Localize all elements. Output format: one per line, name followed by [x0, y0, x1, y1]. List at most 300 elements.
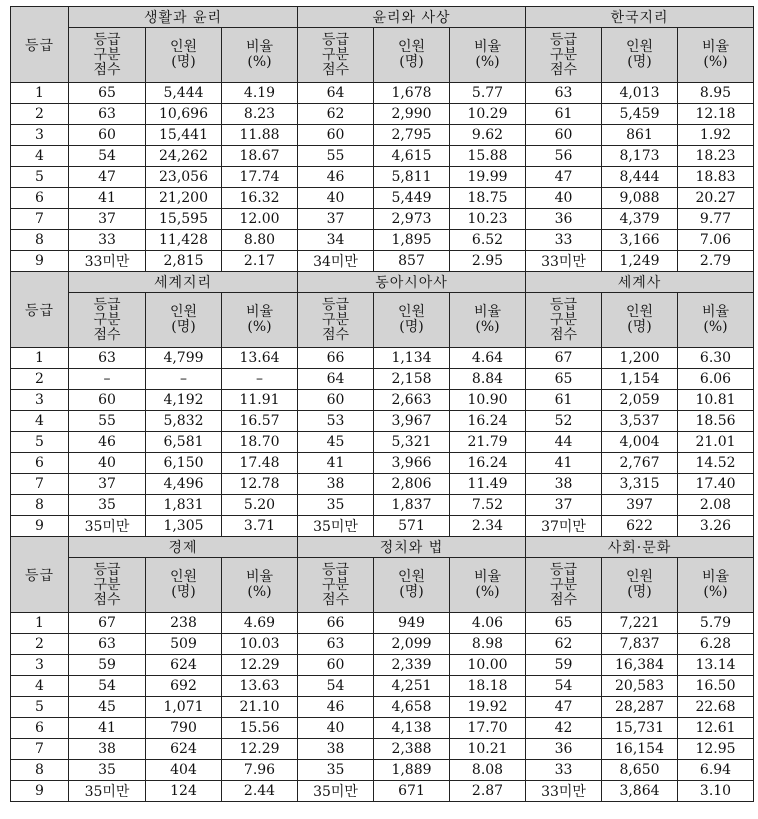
- table-row: [11, 697, 754, 718]
- people-column-header-line: (명): [171, 319, 196, 335]
- ratio-column-header: [450, 28, 526, 83]
- cutoff-score-cell: 55: [298, 146, 374, 167]
- ratio-cell: 21.01: [678, 432, 754, 453]
- cutoff-score-cell: 63: [69, 348, 146, 369]
- score-column-header-line: 점수: [549, 326, 578, 343]
- grade-cell: 4: [11, 676, 69, 697]
- grade-cell: 6: [11, 188, 69, 209]
- score-column-header-line: 점수: [321, 61, 350, 78]
- score-column-header: [298, 558, 374, 613]
- people-count-cell: 3,315: [602, 474, 678, 495]
- people-count-cell: 397: [602, 495, 678, 516]
- cutoff-score-cell: 55: [69, 411, 146, 432]
- people-column-header-line: (명): [627, 54, 652, 70]
- ratio-cell: 18.70: [222, 432, 298, 453]
- people-count-cell: 2,158: [374, 369, 450, 390]
- subject-title: 경제: [69, 537, 298, 558]
- score-column-header: [69, 28, 146, 83]
- ratio-column-header-line: 비율: [245, 569, 274, 585]
- ratio-cell: –: [222, 369, 298, 390]
- people-count-cell: 857: [374, 251, 450, 272]
- score-column-header-line: 구분: [93, 311, 121, 328]
- grade-cell: 5: [11, 167, 69, 188]
- grade-cell: 1: [11, 348, 69, 369]
- people-count-cell: 4,615: [374, 146, 450, 167]
- people-count-cell: 2,806: [374, 474, 450, 495]
- ratio-column-header-line: (%): [475, 319, 500, 335]
- cutoff-score-cell: 42: [526, 718, 602, 739]
- people-count-cell: 4,004: [602, 432, 678, 453]
- people-count-cell: 2,990: [374, 104, 450, 125]
- ratio-cell: 19.92: [450, 697, 526, 718]
- ratio-cell: 8.84: [450, 369, 526, 390]
- people-count-cell: 509: [146, 634, 222, 655]
- people-column-header-line: 인원: [397, 304, 426, 320]
- subject-title: 세계지리: [69, 272, 298, 293]
- people-count-cell: 1,305: [146, 516, 222, 537]
- cutoff-score-cell: 64: [298, 83, 374, 104]
- subject-title: 사회·문화: [526, 537, 754, 558]
- score-column-header: [526, 293, 602, 348]
- cutoff-score-cell: 36: [526, 739, 602, 760]
- score-column-header-line: 등급: [321, 31, 350, 48]
- ratio-cell: 2.95: [450, 251, 526, 272]
- people-count-cell: 1,895: [374, 230, 450, 251]
- people-count-cell: 238: [146, 613, 222, 634]
- ratio-cell: 10.21: [450, 739, 526, 760]
- score-column-header-line: 등급: [93, 561, 121, 578]
- ratio-column-header-line: (%): [703, 319, 728, 335]
- ratio-cell: 18.23: [678, 146, 754, 167]
- people-column-header-line: (명): [399, 584, 424, 600]
- cutoff-score-cell: 47: [69, 167, 146, 188]
- ratio-column-header: [678, 558, 754, 613]
- ratio-column-header-line: 비율: [473, 569, 502, 585]
- cutoff-score-cell: 40: [526, 188, 602, 209]
- people-count-cell: 11,428: [146, 230, 222, 251]
- ratio-cell: 16.24: [450, 411, 526, 432]
- cutoff-score-cell: 37: [69, 209, 146, 230]
- ratio-column-header-line: (%): [247, 54, 272, 70]
- cutoff-score-cell: 37: [69, 474, 146, 495]
- ratio-cell: 20.27: [678, 188, 754, 209]
- people-count-cell: 571: [374, 516, 450, 537]
- cutoff-score-cell: 67: [69, 613, 146, 634]
- ratio-cell: 5.77: [450, 83, 526, 104]
- grade-cell: 6: [11, 453, 69, 474]
- ratio-cell: 1.92: [678, 125, 754, 146]
- grade-cell: 5: [11, 697, 69, 718]
- cutoff-score-cell: 66: [298, 613, 374, 634]
- ratio-cell: 6.06: [678, 369, 754, 390]
- cutoff-score-cell: 35미만: [69, 516, 146, 537]
- cutoff-score-cell: 56: [526, 146, 602, 167]
- people-count-cell: 2,815: [146, 251, 222, 272]
- score-column-header-line: 등급: [321, 561, 350, 578]
- ratio-cell: 16.24: [450, 453, 526, 474]
- people-column-header: [146, 28, 222, 83]
- ratio-cell: 18.75: [450, 188, 526, 209]
- ratio-cell: 8.80: [222, 230, 298, 251]
- ratio-cell: 6.30: [678, 348, 754, 369]
- section-title-row: [11, 272, 754, 293]
- cutoff-score-cell: –: [69, 369, 146, 390]
- ratio-cell: 10.03: [222, 634, 298, 655]
- grade-cell: 7: [11, 739, 69, 760]
- table-row: [11, 432, 754, 453]
- ratio-cell: 15.56: [222, 718, 298, 739]
- people-count-cell: 404: [146, 760, 222, 781]
- ratio-cell: 2.79: [678, 251, 754, 272]
- cutoff-score-cell: 60: [298, 125, 374, 146]
- cutoff-score-cell: 33: [69, 230, 146, 251]
- people-column-header-line: (명): [171, 54, 196, 70]
- ratio-cell: 9.62: [450, 125, 526, 146]
- people-count-cell: 4,496: [146, 474, 222, 495]
- people-column-header-line: 인원: [397, 39, 426, 55]
- table-row: [11, 495, 754, 516]
- ratio-cell: 21.10: [222, 697, 298, 718]
- score-column-header-line: 등급: [321, 296, 350, 313]
- score-column-header-line: 등급: [549, 561, 578, 578]
- cutoff-score-cell: 41: [69, 718, 146, 739]
- subject-title: 생활과 윤리: [69, 7, 298, 28]
- people-count-cell: 15,595: [146, 209, 222, 230]
- people-count-cell: 21,200: [146, 188, 222, 209]
- ratio-cell: 12.18: [678, 104, 754, 125]
- people-count-cell: 1,889: [374, 760, 450, 781]
- cutoff-score-cell: 60: [69, 125, 146, 146]
- cutoff-score-cell: 54: [526, 676, 602, 697]
- cutoff-score-cell: 47: [526, 697, 602, 718]
- column-header-row: [11, 558, 754, 613]
- people-count-cell: 5,449: [374, 188, 450, 209]
- score-column-header-line: 점수: [549, 591, 578, 608]
- people-count-cell: 5,321: [374, 432, 450, 453]
- ratio-cell: 16.32: [222, 188, 298, 209]
- people-column-header-line: (명): [627, 584, 652, 600]
- table-row: [11, 390, 754, 411]
- ratio-cell: 10.81: [678, 390, 754, 411]
- ratio-cell: 17.40: [678, 474, 754, 495]
- ratio-cell: 2.17: [222, 251, 298, 272]
- people-count-cell: 4,013: [602, 83, 678, 104]
- people-column-header-line: 인원: [625, 304, 654, 320]
- ratio-cell: 4.19: [222, 83, 298, 104]
- cutoff-score-cell: 40: [298, 188, 374, 209]
- ratio-cell: 13.63: [222, 676, 298, 697]
- ratio-cell: 7.06: [678, 230, 754, 251]
- grade-cell: 8: [11, 495, 69, 516]
- subject-title: 윤리와 사상: [298, 7, 526, 28]
- score-column-header-line: 구분: [321, 311, 350, 328]
- cutoff-score-cell: 63: [526, 83, 602, 104]
- people-count-cell: 3,967: [374, 411, 450, 432]
- ratio-cell: 6.52: [450, 230, 526, 251]
- score-column-header-line: 등급: [93, 31, 121, 48]
- ratio-cell: 5.79: [678, 613, 754, 634]
- people-column-header-line: (명): [399, 54, 424, 70]
- people-column-header-line: 인원: [397, 569, 426, 585]
- table-row: [11, 188, 754, 209]
- people-count-cell: 4,138: [374, 718, 450, 739]
- people-count-cell: 124: [146, 781, 222, 802]
- cutoff-score-cell: 60: [526, 125, 602, 146]
- people-count-cell: 5,459: [602, 104, 678, 125]
- cutoff-score-cell: 59: [69, 655, 146, 676]
- ratio-cell: 10.90: [450, 390, 526, 411]
- grade-cell: 2: [11, 634, 69, 655]
- cutoff-score-cell: 45: [298, 432, 374, 453]
- ratio-cell: 18.56: [678, 411, 754, 432]
- people-count-cell: 3,537: [602, 411, 678, 432]
- ratio-cell: 16.50: [678, 676, 754, 697]
- subject-title: 한국지리: [526, 7, 754, 28]
- ratio-column-header-line: 비율: [701, 569, 730, 585]
- people-count-cell: 4,251: [374, 676, 450, 697]
- people-count-cell: 15,441: [146, 125, 222, 146]
- cutoff-score-cell: 63: [298, 634, 374, 655]
- grade-cell: 9: [11, 781, 69, 802]
- ratio-column-header-line: (%): [475, 54, 500, 70]
- people-column-header-line: 인원: [169, 569, 198, 585]
- grade-cutoff-table: [10, 6, 754, 802]
- people-count-cell: 15,731: [602, 718, 678, 739]
- grade-cell: 6: [11, 718, 69, 739]
- cutoff-score-cell: 67: [526, 348, 602, 369]
- people-count-cell: 4,799: [146, 348, 222, 369]
- grade-column-header: 등급: [11, 272, 69, 348]
- cutoff-score-cell: 64: [298, 369, 374, 390]
- column-header-row: [11, 28, 754, 83]
- grade-cell: 7: [11, 209, 69, 230]
- people-count-cell: 692: [146, 676, 222, 697]
- grade-cell: 3: [11, 390, 69, 411]
- ratio-cell: 10.23: [450, 209, 526, 230]
- table-row: [11, 209, 754, 230]
- cutoff-score-cell: 63: [69, 104, 146, 125]
- cutoff-score-cell: 41: [298, 453, 374, 474]
- ratio-cell: 17.74: [222, 167, 298, 188]
- grade-cell: 9: [11, 251, 69, 272]
- people-count-cell: 6,581: [146, 432, 222, 453]
- cutoff-score-cell: 34: [298, 230, 374, 251]
- ratio-cell: 2.87: [450, 781, 526, 802]
- cutoff-score-cell: 66: [298, 348, 374, 369]
- cutoff-score-cell: 46: [69, 432, 146, 453]
- cutoff-score-cell: 37미만: [526, 516, 602, 537]
- cutoff-score-cell: 59: [526, 655, 602, 676]
- cutoff-score-cell: 46: [298, 167, 374, 188]
- grade-cell: 1: [11, 83, 69, 104]
- score-column-header-line: 구분: [321, 576, 350, 593]
- people-count-cell: 1,200: [602, 348, 678, 369]
- ratio-cell: 11.49: [450, 474, 526, 495]
- people-count-cell: 624: [146, 655, 222, 676]
- table-row: [11, 718, 754, 739]
- cutoff-score-cell: 35미만: [69, 781, 146, 802]
- people-count-cell: –: [146, 369, 222, 390]
- people-count-cell: 3,166: [602, 230, 678, 251]
- people-count-cell: 2,663: [374, 390, 450, 411]
- people-count-cell: 2,339: [374, 655, 450, 676]
- cutoff-score-cell: 34미만: [298, 251, 374, 272]
- cutoff-score-cell: 41: [526, 453, 602, 474]
- people-count-cell: 28,287: [602, 697, 678, 718]
- people-count-cell: 8,444: [602, 167, 678, 188]
- subject-title: 정치와 법: [298, 537, 526, 558]
- ratio-cell: 12.29: [222, 739, 298, 760]
- cutoff-score-cell: 35미만: [298, 781, 374, 802]
- grade-column-header: 등급: [11, 7, 69, 83]
- people-count-cell: 790: [146, 718, 222, 739]
- people-count-cell: 2,059: [602, 390, 678, 411]
- people-count-cell: 2,973: [374, 209, 450, 230]
- score-column-header-line: 구분: [93, 46, 121, 63]
- table-row: [11, 125, 754, 146]
- people-count-cell: 3,864: [602, 781, 678, 802]
- people-count-cell: 2,099: [374, 634, 450, 655]
- cutoff-score-cell: 54: [69, 146, 146, 167]
- people-count-cell: 1,071: [146, 697, 222, 718]
- cutoff-score-cell: 37: [298, 209, 374, 230]
- score-column-header: [69, 558, 146, 613]
- people-count-cell: 7,221: [602, 613, 678, 634]
- table-row: [11, 760, 754, 781]
- table-row: [11, 739, 754, 760]
- grade-cell: 4: [11, 146, 69, 167]
- score-column-header-line: 등급: [549, 31, 578, 48]
- score-column-header-line: 등급: [93, 296, 121, 313]
- table-row: [11, 251, 754, 272]
- ratio-cell: 7.52: [450, 495, 526, 516]
- ratio-cell: 12.00: [222, 209, 298, 230]
- ratio-cell: 21.79: [450, 432, 526, 453]
- ratio-cell: 4.64: [450, 348, 526, 369]
- score-column-header-line: 점수: [93, 326, 121, 343]
- table-row: [11, 516, 754, 537]
- people-count-cell: 624: [146, 739, 222, 760]
- ratio-column-header-line: 비율: [245, 304, 274, 320]
- people-column-header: [374, 28, 450, 83]
- people-column-header-line: (명): [399, 319, 424, 335]
- score-column-header-line: 점수: [93, 61, 121, 78]
- people-column-header: [602, 293, 678, 348]
- ratio-column-header: [678, 293, 754, 348]
- cutoff-score-cell: 38: [526, 474, 602, 495]
- people-count-cell: 8,173: [602, 146, 678, 167]
- people-count-cell: 3,966: [374, 453, 450, 474]
- cutoff-score-cell: 38: [298, 474, 374, 495]
- ratio-cell: 3.26: [678, 516, 754, 537]
- cutoff-score-cell: 35: [298, 495, 374, 516]
- people-column-header: [602, 558, 678, 613]
- grade-cell: 3: [11, 125, 69, 146]
- cutoff-score-cell: 62: [526, 634, 602, 655]
- table-row: [11, 167, 754, 188]
- score-column-header-line: 점수: [93, 591, 121, 608]
- ratio-cell: 11.88: [222, 125, 298, 146]
- people-count-cell: 949: [374, 613, 450, 634]
- people-count-cell: 4,658: [374, 697, 450, 718]
- ratio-cell: 2.44: [222, 781, 298, 802]
- ratio-column-header-line: (%): [247, 319, 272, 335]
- people-count-cell: 24,262: [146, 146, 222, 167]
- score-column-header: [69, 293, 146, 348]
- score-column-header: [526, 28, 602, 83]
- people-count-cell: 7,837: [602, 634, 678, 655]
- grade-column-header: 등급: [11, 537, 69, 613]
- ratio-cell: 18.83: [678, 167, 754, 188]
- people-count-cell: 16,384: [602, 655, 678, 676]
- ratio-cell: 4.06: [450, 613, 526, 634]
- people-count-cell: 5,832: [146, 411, 222, 432]
- people-column-header: [374, 293, 450, 348]
- ratio-column-header: [222, 293, 298, 348]
- ratio-cell: 17.70: [450, 718, 526, 739]
- cutoff-score-cell: 33: [526, 760, 602, 781]
- cutoff-score-cell: 54: [298, 676, 374, 697]
- table-row: [11, 634, 754, 655]
- table-row: [11, 348, 754, 369]
- people-count-cell: 1,678: [374, 83, 450, 104]
- cutoff-score-cell: 36: [526, 209, 602, 230]
- table-row: [11, 676, 754, 697]
- ratio-cell: 7.96: [222, 760, 298, 781]
- ratio-cell: 12.95: [678, 739, 754, 760]
- ratio-cell: 4.69: [222, 613, 298, 634]
- people-count-cell: 2,767: [602, 453, 678, 474]
- grade-cell: 9: [11, 516, 69, 537]
- people-count-cell: 10,696: [146, 104, 222, 125]
- ratio-cell: 6.28: [678, 634, 754, 655]
- ratio-cell: 19.99: [450, 167, 526, 188]
- grade-cell: 2: [11, 104, 69, 125]
- people-count-cell: 4,192: [146, 390, 222, 411]
- score-column-header-line: 구분: [549, 311, 578, 328]
- cutoff-score-cell: 46: [298, 697, 374, 718]
- cutoff-score-cell: 33미만: [526, 251, 602, 272]
- cutoff-score-cell: 41: [69, 188, 146, 209]
- score-column-header: [298, 28, 374, 83]
- table-row: [11, 781, 754, 802]
- people-count-cell: 1,154: [602, 369, 678, 390]
- ratio-cell: 15.88: [450, 146, 526, 167]
- score-column-header: [298, 293, 374, 348]
- cutoff-score-cell: 62: [298, 104, 374, 125]
- cutoff-score-cell: 35: [69, 495, 146, 516]
- people-count-cell: 1,837: [374, 495, 450, 516]
- score-column-header-line: 구분: [321, 46, 350, 63]
- ratio-cell: 22.68: [678, 697, 754, 718]
- ratio-cell: 2.34: [450, 516, 526, 537]
- people-column-header-line: 인원: [169, 304, 198, 320]
- table-row: [11, 474, 754, 495]
- score-column-header-line: 구분: [549, 576, 578, 593]
- people-count-cell: 5,811: [374, 167, 450, 188]
- section-title-row: [11, 7, 754, 28]
- people-count-cell: 1,831: [146, 495, 222, 516]
- cutoff-score-cell: 45: [69, 697, 146, 718]
- column-header-row: [11, 293, 754, 348]
- ratio-column-header: [222, 28, 298, 83]
- people-column-header-line: 인원: [625, 569, 654, 585]
- ratio-column-header: [678, 28, 754, 83]
- cutoff-score-cell: 60: [298, 390, 374, 411]
- people-count-cell: 2,388: [374, 739, 450, 760]
- cutoff-score-cell: 40: [69, 453, 146, 474]
- subject-title: 동아시아사: [298, 272, 526, 293]
